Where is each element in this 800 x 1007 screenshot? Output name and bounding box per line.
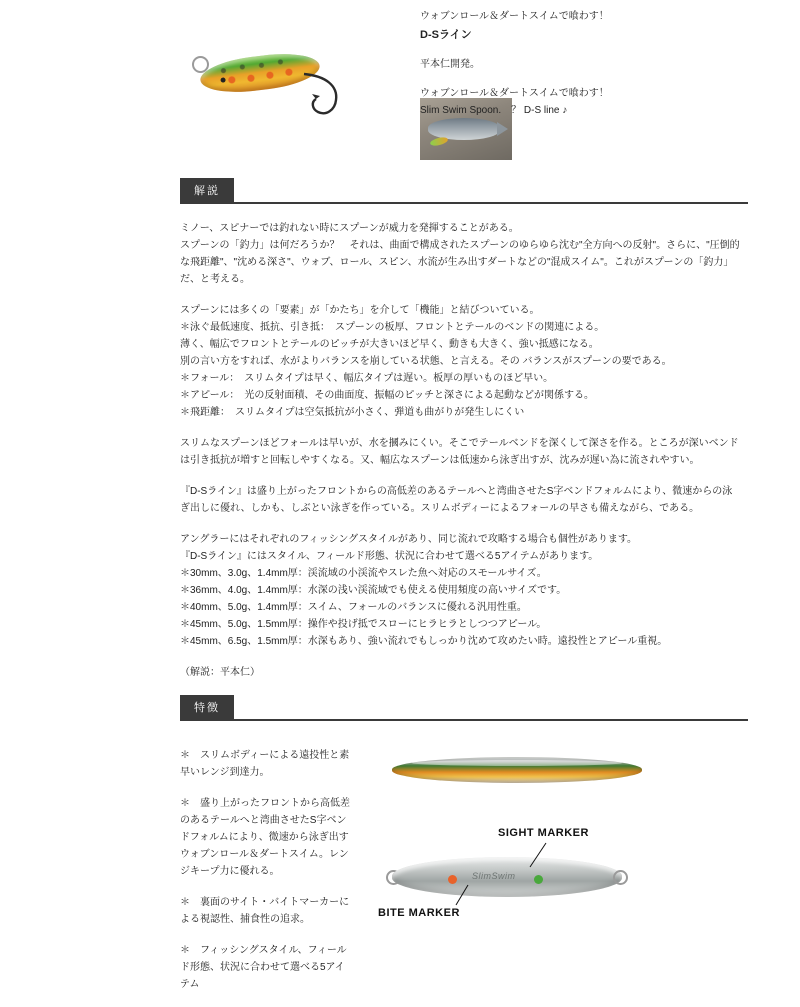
section-heading-kaisetsu [180,178,748,204]
paragraph [180,483,740,517]
heading-rule [180,202,748,204]
paragraph-line: ＊36mm、4.0g、1.4mm厚：水深の浅い渓流域でも使える使用頻度の高いサイズです。 [180,585,567,596]
tagline-jp: ウォブンロール＆ダートスイムで喰わす！ [420,88,609,99]
paragraph-line: ＊45mm、5.0g、1.5mm厚：操作や投げ抵でスローにヒラヒラとしつつアピール。 [180,619,547,630]
list-item: ＊ 盛り上がったフロントから高低差のあるテールへと湾曲させたS字ベンドフォルムにより、微速から泳ぎ出すウォブンロール＆ダートスイム。レンジキープ力に優れる。 [180,798,350,877]
paragraph-line: ＊45mm、6.5g、1.5mm厚：水深もあり、強い流れでもしっかり沈めて攻めたい時。遠投性とアピール重視。 [180,636,668,647]
product-intro [420,8,750,119]
credit-line: （解説：平本仁） [180,667,260,678]
lure-side-profile-image [392,749,642,795]
paragraph-line: ミノー、スピナーでは釣れない時にスプーンが威力を発揮することがある。 [180,223,519,234]
bite-marker-label: BITE MARKER [378,907,460,919]
paragraph-line: ＊泳ぐ最低速度、抵抗、引き抵： スプーンの板厚、フロントとテールのベンドの関連による。 [180,322,605,333]
list-item: ＊ スリムボディーによる遠投性と素早いレンジ到達力。 [180,750,350,778]
product-model-name: D-Sライン [420,29,472,41]
paragraph [180,435,740,469]
sight-marker-label: SIGHT MARKER [498,827,589,839]
paragraph-line: スプーンの「釣力」は何だろうか？ それは、曲面で構成されたスプーンのゆらゆら沈む"全方向への反射"。さらに、"圧倒的な飛距離"、"沈める深さ"、ウォブ、ロール、スピン、水流が生み出すダートなどの"混成スイム"。これがスプーンの「釣力」だ、と考える。 [180,240,740,285]
features-block [0,731,800,990]
heading-rule [180,719,748,721]
paragraph-line: アングラーにはそれぞれのフィッシングスタイルがあり、同じ流れで攻略する場合も個性があります。 [180,534,638,545]
list-item: ＊ 裏面のサイト・バイトマーカーによる視認性、捕食性の追求。 [180,897,350,925]
feature-list [180,747,352,1007]
product-lead: ウォブンロール＆ダートスイムで喰わす！ [420,11,609,22]
paragraph [180,220,740,288]
paragraph-line: ＊40mm、5.0g、1.4mm厚：スイム、フォールのバランスに優れる汎用性重。 [180,602,527,613]
section-heading-label: 解説 [180,178,234,203]
paragraph-line: ＊フォール： スリムタイプは早く、幅広タイプは遅い。板厚の厚いものほど早い。 [180,373,554,384]
list-item: ＊ フィッシングスタイル、フィールド形態、状況に合わせて選べる5アイテム [180,945,347,990]
tagline-en: Slim Swim Spoon. ？ D-S line ♪ [420,105,568,116]
section-tokuchou [0,695,800,990]
brand-engraving: SlimSwim [472,871,516,881]
paragraph-line: スプーンには多くの「要素」が「かたち」を介して「機能」と結びついている。 [180,305,540,316]
section-kaisetsu [0,178,800,681]
lure-in-mouth [429,136,448,147]
paragraph [180,302,740,421]
paragraph-credit [180,664,740,681]
section-heading-label: 特徴 [180,695,234,720]
paragraph [180,531,740,650]
paragraph-line: スリムなスプーンほどフォールは早いが、水を摑みにくい。そこでテールベンドを深くして深さを作る。ところが深いベンドは引き抵抗が増すと回転しやすくなる。又、幅広なスプーンは低速から泳ぎ出すが、沈みが遅い為に流されやすい。 [180,438,739,466]
spoon-lure-image [188,44,368,124]
paragraph-line: ＊30mm、3.0g、1.4mm厚：渓流域の小渓流やスレた魚へ対応のスモールサイズ。 [180,568,547,579]
top-section [0,0,800,178]
paragraph-line: ＊アピール： 光の反射面積、その曲面度、振幅のピッチと深さによる起動などが関係する。 [180,390,594,401]
kaisetsu-body [180,220,740,681]
paragraph-line: 別の言い方をすれば、水がよりバランスを崩している状態、と言える。その バランスがスプーンの要である。 [180,356,672,367]
trout-shape [428,118,500,140]
paragraph-line: 『D-Sライン』にはスタイル、フィールド形態、状況に合わせて選べる5アイテムがあります。 [180,551,599,562]
developer-line: 平本仁開発。 [420,59,480,70]
lure-side-shape [392,757,642,783]
lure-eye-icon [220,77,226,83]
section-heading-tokuchou [180,695,748,721]
paragraph-line: ＊飛距離： スリムタイプは空気抵抗が小さく、弾道も曲がりが発生しにくい [180,407,525,418]
fishing-hook-icon [300,70,344,122]
paragraph-line: 薄く、幅広でフロントとテールのピッチが大きいほど早く、動きも大きく、強い抵感になる。 [180,339,599,350]
paragraph-line: 『D-Sライン』は盛り上がったフロントからの高低差のあるテールへと湾曲させたS字ベンドフォルムにより、微速からの泳ぎ出しに優れ、しかも、しぶとい泳ぎを作っている。スリムボディーによるフォールの早さも備えながら、である。 [180,486,733,514]
